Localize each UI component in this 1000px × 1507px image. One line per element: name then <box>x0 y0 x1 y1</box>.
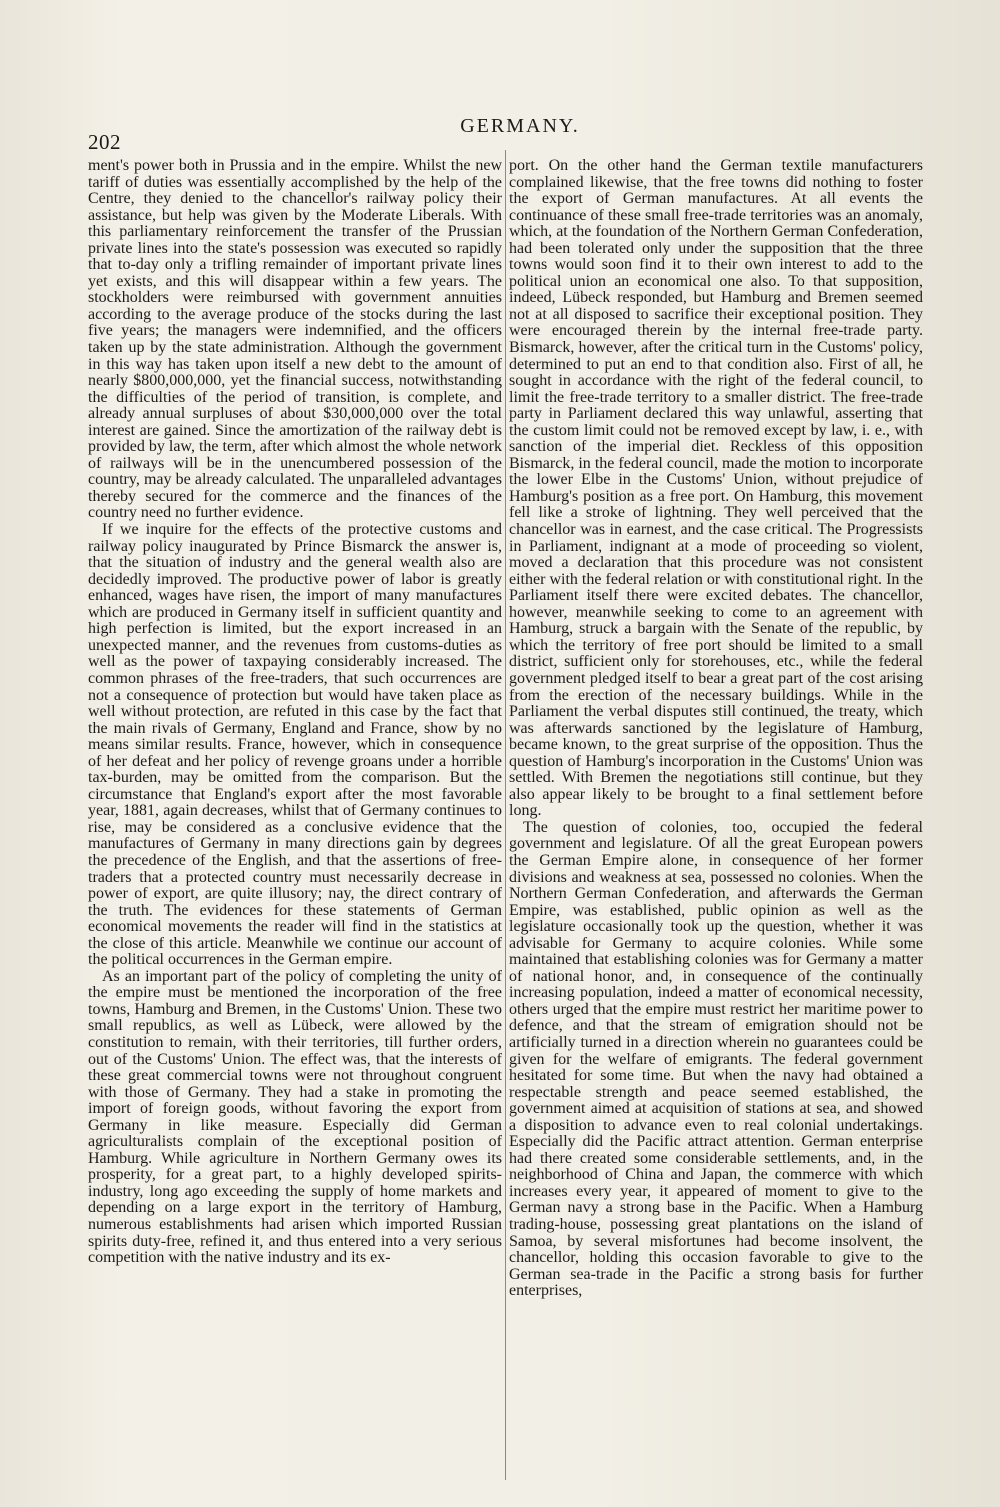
left-column <box>88 158 502 1476</box>
page-number: 202 <box>88 130 121 154</box>
paragraph: The question of colonies, too, occupied the federal government and legislature. Of all the great European powers the German Empire alone, in consequence of her former divisions and weakness at sea, possessed no colonies. When the Northern German Confederation, and afterwards the German Empire, was established, public opinion as well as the legislature occasionally took up the question, whether it was advisable for Germany to acquire colonies. While some maintained that establishing colonies was for Germany a matter of national honor, and, in consequence of the continually increasing population, indeed a matter of economical necessity, others urged that the empire must restrict her maritime power to defence, and that the stream of emigration should not be artificially turned in a direction wherein no guarantees could be given for the welfare of emigrants. The federal government hesitated for some time. But when the navy had obtained a respectable strength and peace seemed established, the government aimed at acquisition of stations at sea, and showed a disposition to advance even to real colonial undertakings. Especially did the Pacific attract attention. German enterprise had there created some considerable settlements, and, in the neighborhood of China and Japan, the commerce with which increases every year, it appeared of moment to give to the German navy a strong base in the Pacific. When a Hamburg trading-house, possessing great plantations on the island of Samoa, by several misfortunes had become insolvent, the chancellor, holding this occasion favorable to give to the German sea-trade in the Pacific a strong basis for further enterprises, <box>509 818 923 1300</box>
column-divider <box>505 150 506 1480</box>
paragraph: As an important part of the policy of completing the unity of the empire must be mentioned the incorporation of the free towns, Hamburg and Bremen, in the Customs' Union. These two small republics, as well as Lübeck, were allowed by the constitution to remain, with their territories, till further orders, out of the Customs' Union. The effect was, that the interests of these great commercial towns were not throughout congruent with those of Germany. They had a stake in promoting the import of foreign goods, without favoring the export from Germany in like measure. Especially did German agriculturalists complain of the exceptional position of Hamburg. While agriculture in Northern Germany owes its prosperity, for a great part, to a highly developed spirits-industry, long ago exceeding the supply of home markets and depending on a large export in the territory of Hamburg, numerous establishments had arisen which imported Russian spirits duty-free, refined it, and thus entered into a very serious competition with the native industry and its ex- <box>88 967 502 1267</box>
right-column <box>509 158 923 1476</box>
paragraph: ment's power both in Prussia and in the empire. Whilst the new tariff of duties was essentially accomplished by the help of the Centre, they denied to the chancellor's railway policy their assistance, but help was given by the Moderate Liberals. With this parliamentary reinforcement the transfer of the Prussian private lines into the state's possession was executed so rapidly that to-day only a trifling remainder of important private lines yet exists, and this will disappear within a few years. The stockholders were reimbursed with government annuities according to the average produce of the stocks during the last five years; the managers were indemnified, and the officers taken up by the state administration. Although the government in this way has taken upon itself a new debt to the amount of nearly $800,000,000, yet the financial success, notwithstanding the difficulties of the period of transition, is complete, and already annual surpluses of about $30,000,000 over the total interest are gained. Since the amortization of the railway debt is provided by law, the term, after which almost the whole network of railways will be in the unencumbered possession of the country, may be already calculated. The unparalleled advantages thereby secured for the commerce and the finances of the country need no further evidence. <box>88 158 502 522</box>
paragraph: port. On the other hand the German textile manufacturers complained likewise, that the free towns did nothing to foster the export of German manufactures. At all events the continuance of these small free-trade territories was an anomaly, which, at the foundation of the Northern German Confederation, had been tolerated only under the supposition that the three towns would soon find it to their own interest to add to the political union an economical one also. To that supposition, indeed, Lübeck responded, but Hamburg and Bremen seemed not at all disposed to sacrifice their exceptional position. They were encouraged therein by the internal free-trade party. Bismarck, however, after the critical turn in the Customs' policy, determined to put an end to that condition also. First of all, he sought in accordance with the right of the federal council, to limit the free-trade territory to a smaller district. The free-trade party in Parliament declared this way unlawful, asserting that the custom limit could not be removed except by law, i. e., with sanction of the imperial diet. Reckless of this opposition Bismarck, in the federal council, made the motion to incorporate the lower Elbe in the Customs' Union, without prejudice of Hamburg's position as a free port. On Hamburg, this movement fell like a stroke of lightning. They well perceived that the chancellor was in earnest, and the case critical. The Progressists in Parliament, indignant at a mode of proceeding so violent, moved a declaration that this procedure was not consistent either with the federal relation or with constitutional right. In the Parliament itself there were excited debates. The chancellor, however, meanwhile seeking to come to an agreement with Hamburg, struck a bargain with the Senate of the republic, by which the territory of free port should be limited to a small district, sufficient only for storehouses, etc., while the federal government pledged itself to bear a great part of the cost arising from the erection of the necessary buildings. While in the Parliament the verbal disputes still continued, the treaty, which was afterwards sanctioned by the legislature of Hamburg, became known, to the great surprise of the opposition. Thus the question of Hamburg's incorporation in the Customs' Union was settled. With Bremen the negotiations still continue, but they also appear likely to be brought to a final settlement before long. <box>509 158 923 820</box>
running-title: GERMANY. <box>460 115 580 137</box>
paragraph: If we inquire for the effects of the protective customs and railway policy inaugurated by Prince Bismarck the answer is, that the situation of industry and the general wealth also are decidedly improved. The productive power of labor is greatly enhanced, wages have risen, the import of many manufactures which are produced in Germany itself in sufficient quantity and high perfection is limited, but the export increased in an unexpected manner, and the revenues from customs-duties as well as the power of taxpaying considerably increased. The common phrases of the free-traders, that such occurrences are not a consequence of protection but would have taken place as well without protection, are refuted in this case by the fact that the main rivals of Germany, England and France, show by no means similar results. France, however, which in consequence of her defeat and her policy of revenge groans under a horrible tax-burden, may be omitted from the comparison. But the circumstance that England's export after the most favorable year, 1881, again decreases, whilst that of Germany continues to rise, may be considered as a conclusive evidence that the manufactures of Germany in many directions gain by degrees the precedence of the English, and that the assertions of free-traders that a protected country must necessarily decrease in power of export, are quite illusory; nay, the direct contrary of the truth. The evidences for these statements of German economical movements the reader will find in the statistics at the close of this article. Meanwhile we continue our account of the political occurrences in the German empire. <box>88 521 502 969</box>
